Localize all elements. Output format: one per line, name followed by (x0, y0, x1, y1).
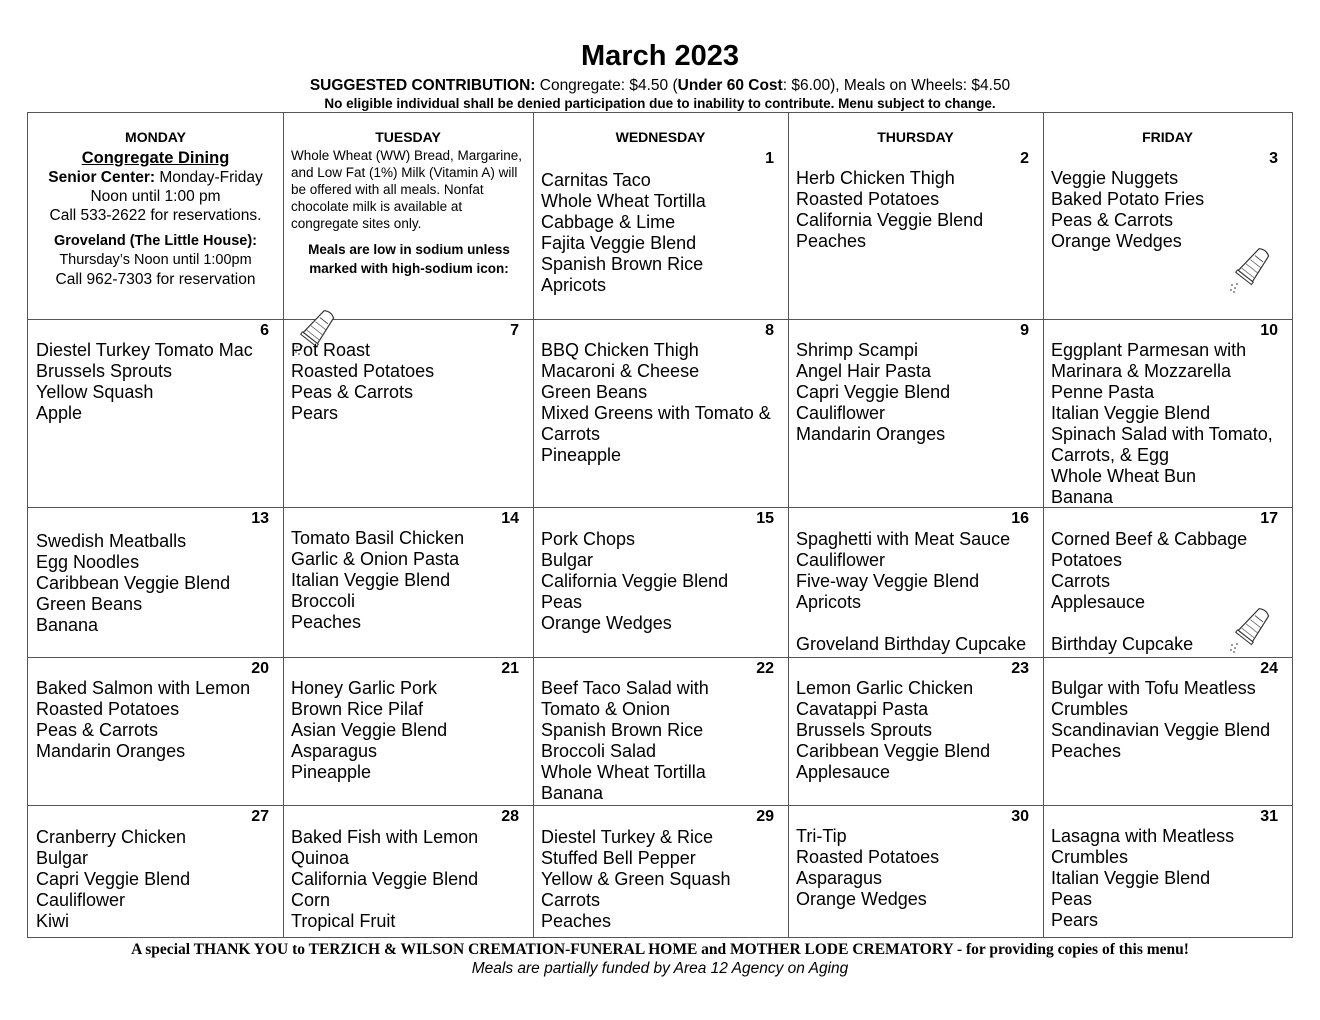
day-cell (533, 319, 788, 507)
menu-item: Quinoa (291, 848, 350, 868)
menu-item: Green Beans (36, 594, 143, 614)
menu-item: Brown Rice Pilaf (291, 699, 424, 719)
menu-item: Italian Veggie Blend (291, 570, 451, 590)
weekday-header: WEDNESDAY (615, 129, 706, 145)
senior-center-phone: Call 533-2622 for reservations. (49, 207, 262, 224)
senior-center-hours: Noon until 1:00 pm (90, 188, 221, 205)
menu-item: Baked Salmon with Lemon (36, 678, 251, 698)
menu-list (796, 826, 1039, 910)
menu-list (1051, 678, 1288, 762)
menu-item: Asparagus (796, 868, 883, 888)
menu-item: Cabbage & Lime (541, 212, 676, 232)
menu-list (291, 678, 529, 783)
menu-item: Peas (1051, 889, 1093, 909)
menu-list (36, 827, 279, 932)
day-number: 3 (1269, 150, 1278, 167)
day-number: 30 (1011, 808, 1029, 825)
day-cell (28, 319, 283, 507)
day-cell (1043, 507, 1292, 657)
menu-item: Bulgar with Tofu Meatless (1051, 678, 1256, 698)
menu-item: Whole Wheat Tortilla (541, 191, 706, 211)
menu-item: Peas & Carrots (291, 382, 414, 402)
menu-item: Capri Veggie Blend (36, 869, 191, 889)
menu-item: Cavatappi Pasta (796, 699, 929, 719)
menu-item: Bulgar (36, 848, 89, 868)
day-number: 14 (501, 510, 519, 527)
menu-item: Asparagus (291, 741, 378, 761)
menu-item: Egg Noodles (36, 552, 140, 572)
day-number: 8 (765, 322, 774, 339)
menu-item: Banana (1051, 487, 1114, 507)
day-number: 17 (1260, 510, 1278, 527)
funding-note: Meals are partially funded by Area 12 Agency on Aging (471, 960, 849, 977)
salt-shaker-icon (1228, 605, 1272, 653)
menu-item: Carrots, & Egg (1051, 445, 1170, 465)
menu-item: Yellow Squash (36, 382, 154, 402)
day-cell (283, 657, 533, 805)
day-cell (1043, 319, 1292, 507)
menu-item: Roasted Potatoes (36, 699, 180, 719)
menu-item: Lemon Garlic Chicken (796, 678, 974, 698)
menu-item: Tropical Fruit (291, 911, 396, 931)
menu-item: Peaches (541, 911, 612, 931)
menu-item: Baked Potato Fries (1051, 189, 1205, 209)
sodium-note: Meals are low in sodium unless marked with high-sodium icon: (308, 242, 510, 276)
menu-item: Applesauce (796, 762, 891, 782)
suggested-contribution: SUGGESTED CONTRIBUTION: Congregate: $4.50 (Under 60 Cost: $6.00), Meals on Wheels: $4.50 (309, 77, 1011, 94)
meal-info (283, 147, 533, 319)
salt-shaker-icon (1228, 245, 1272, 293)
thank-you-note: A special THANK YOU to TERZICH & WILSON CREMATION-FUNERAL HOME and MOTHER LODE CREMATORY - for providing copies of this menu! (131, 941, 1189, 958)
menu-item: Peaches (796, 231, 867, 251)
weekday-header: MONDAY (125, 129, 186, 145)
menu-item: Capri Veggie Blend (796, 382, 951, 402)
weekday-header: TUESDAY (375, 129, 441, 145)
day-number: 29 (756, 808, 774, 825)
menu-item: Angel Hair Pasta (796, 361, 932, 381)
day-number: 20 (251, 660, 269, 677)
menu-list (291, 528, 529, 633)
day-cell (1043, 657, 1292, 805)
day-cell (533, 657, 788, 805)
menu-item: Spanish Brown Rice (541, 254, 704, 274)
menu-item: Macaroni & Cheese (541, 361, 700, 381)
eligibility-notice: No eligible individual shall be denied participation due to inability to contribute. Menu subject to change. (324, 96, 996, 111)
menu-item: Pineapple (541, 445, 622, 465)
menu-item: Carrots (1051, 571, 1111, 591)
menu-item: Mandarin Oranges (36, 741, 186, 761)
day-number: 2 (1020, 150, 1029, 167)
day-number: 9 (1020, 322, 1029, 339)
menu-item: Diestel Turkey & Rice (541, 827, 714, 847)
menu-list (1051, 826, 1288, 931)
weekday-header: FRIDAY (1142, 129, 1193, 145)
menu-item: Peas (541, 592, 583, 612)
groveland-hours: Thursday’s Noon until 1:00pm (59, 252, 252, 268)
menu-item: Apricots (541, 275, 607, 295)
menu-item: Garlic & Onion Pasta (291, 549, 460, 569)
menu-list (1051, 340, 1288, 508)
menu-item: Corned Beef & Cabbage (1051, 529, 1248, 549)
menu-item: BBQ Chicken Thigh (541, 340, 699, 360)
menu-item: Whole Wheat Tortilla (541, 762, 706, 782)
menu-item: Veggie Nuggets (1051, 168, 1179, 188)
menu-calendar (27, 112, 1293, 938)
groveland-name: Groveland (The Little House): (53, 233, 257, 249)
menu-item: Carrots (541, 890, 601, 910)
menu-list (541, 529, 784, 634)
menu-item: Herb Chicken Thigh (796, 168, 955, 188)
menu-item: Crumbles (1051, 699, 1129, 719)
menu-item: Tomato & Onion (541, 699, 671, 719)
menu-item: Yellow & Green Squash (541, 869, 731, 889)
day-number: 24 (1260, 660, 1278, 677)
menu-item: Penne Pasta (1051, 382, 1155, 402)
menu-item: Italian Veggie Blend (1051, 868, 1211, 888)
day-cell (28, 657, 283, 805)
menu-list (796, 529, 1039, 655)
menu-item: Cauliflower (36, 890, 126, 910)
menu-item: Pears (291, 403, 339, 423)
menu-item: Whole Wheat Bun (1051, 466, 1197, 486)
menu-item: Apple (36, 403, 83, 423)
menu-item: Fajita Veggie Blend (541, 233, 697, 253)
groveland-phone: Call 962-7303 for reservation (55, 271, 256, 288)
menu-item: Spanish Brown Rice (541, 720, 704, 740)
menu-item (796, 613, 1039, 634)
menu-item: Five-way Veggie Blend (796, 571, 980, 591)
menu-item: Potatoes (1051, 550, 1123, 570)
menu-item: Kiwi (36, 911, 70, 931)
menu-item: Green Beans (541, 382, 648, 402)
menu-item: Eggplant Parmesan with (1051, 340, 1247, 360)
menu-item: Groveland Birthday Cupcake (796, 634, 1027, 654)
day-cell (1043, 147, 1292, 319)
menu-list (291, 340, 529, 424)
menu-list (541, 678, 784, 804)
day-cell (788, 507, 1043, 657)
menu-item: Diestel Turkey Tomato Mac (36, 340, 253, 360)
menu-item: California Veggie Blend (796, 210, 984, 230)
menu-item: Crumbles (1051, 847, 1129, 867)
day-number: 7 (510, 322, 519, 339)
day-cell (788, 319, 1043, 507)
menu-item: Mandarin Oranges (796, 424, 946, 444)
menu-item: Orange Wedges (796, 889, 927, 909)
day-cell (533, 147, 788, 319)
menu-item: Pork Chops (541, 529, 636, 549)
menu-list (36, 531, 279, 636)
menu-list (796, 168, 1039, 252)
menu-item: Roasted Potatoes (796, 847, 940, 867)
menu-item: Peas & Carrots (36, 720, 159, 740)
menu-item: Apricots (796, 592, 862, 612)
day-cell (28, 507, 283, 657)
menu-item: Spinach Salad with Tomato, (1051, 424, 1273, 444)
menu-item: Tomato Basil Chicken (291, 528, 465, 548)
day-cell (1043, 805, 1292, 937)
menu-item: Italian Veggie Blend (1051, 403, 1211, 423)
menu-item: Caribbean Veggie Blend (36, 573, 231, 593)
menu-item: Scandinavian Veggie Blend (1051, 720, 1271, 740)
day-cell (788, 805, 1043, 937)
menu-list (541, 340, 784, 466)
menu-item: Roasted Potatoes (796, 189, 940, 209)
day-cell (788, 657, 1043, 805)
milk-bread-note: Whole Wheat (WW) Bread, Margarine, and Low Fat (1%) Milk (Vitamin A) will be offered with all meals. Nonfat chocolate milk is available at congregate sites only. (291, 148, 523, 231)
senior-center-days: Senior Center: Monday-Friday (48, 169, 263, 186)
day-number: 31 (1260, 808, 1278, 825)
menu-item: Peas & Carrots (1051, 210, 1174, 230)
day-number: 13 (251, 510, 269, 527)
menu-list (36, 678, 279, 762)
day-number: 27 (251, 808, 269, 825)
day-number: 15 (756, 510, 774, 527)
day-number: 21 (501, 660, 519, 677)
menu-item: Caribbean Veggie Blend (796, 741, 991, 761)
menu-item: Orange Wedges (541, 613, 672, 633)
menu-item: Marinara & Mozzarella (1051, 361, 1232, 381)
menu-item: California Veggie Blend (291, 869, 479, 889)
day-cell (533, 507, 788, 657)
menu-item: Birthday Cupcake (1051, 634, 1194, 654)
page-title: March 2023 (581, 40, 739, 72)
menu-item: Mixed Greens with Tomato & (541, 403, 771, 423)
menu-item: Pineapple (291, 762, 372, 782)
menu-item: Lasagna with Meatless (1051, 826, 1235, 846)
menu-list (796, 678, 1039, 783)
menu-list (796, 340, 1039, 445)
menu-item: Cauliflower (796, 403, 886, 423)
menu-item: Cranberry Chicken (36, 827, 187, 847)
day-number: 23 (1011, 660, 1029, 677)
menu-list (36, 340, 279, 424)
day-cell (283, 319, 533, 507)
day-number: 6 (260, 322, 269, 339)
menu-item: Cauliflower (796, 550, 886, 570)
menu-list (541, 170, 784, 296)
menu-item: Carnitas Taco (541, 170, 651, 190)
congregate-dining-info (28, 147, 283, 319)
menu-item: Brussels Sprouts (796, 720, 933, 740)
menu-item: Spaghetti with Meat Sauce (796, 529, 1011, 549)
menu-item: Swedish Meatballs (36, 531, 187, 551)
weekday-header: THURSDAY (877, 129, 954, 145)
menu-item: Stuffed Bell Pepper (541, 848, 696, 868)
menu-item: Bulgar (541, 550, 594, 570)
menu-item: Peaches (1051, 741, 1122, 761)
menu-list (291, 827, 529, 932)
menu-item: Banana (541, 783, 604, 803)
day-number: 1 (765, 150, 774, 167)
day-number: 28 (501, 808, 519, 825)
menu-item: Roasted Potatoes (291, 361, 435, 381)
menu-item: Asian Veggie Blend (291, 720, 448, 740)
menu-item: Orange Wedges (1051, 231, 1182, 251)
menu-item: Brussels Sprouts (36, 361, 173, 381)
day-cell (283, 507, 533, 657)
menu-item: Broccoli (291, 591, 356, 611)
day-cell (283, 805, 533, 937)
menu-item: Honey Garlic Pork (291, 678, 438, 698)
menu-item: California Veggie Blend (541, 571, 729, 591)
day-cell (788, 147, 1043, 319)
menu-item: Corn (291, 890, 331, 910)
menu-list (541, 827, 784, 932)
day-number: 22 (756, 660, 774, 677)
menu-item: Broccoli Salad (541, 741, 657, 761)
congregate-heading: Congregate Dining (81, 149, 230, 167)
menu-item: Applesauce (1051, 592, 1146, 612)
menu-item: Tri-Tip (796, 826, 847, 846)
menu-item: Shrimp Scampi (796, 340, 919, 360)
menu-item: Beef Taco Salad with (541, 678, 709, 698)
menu-item: Baked Fish with Lemon (291, 827, 479, 847)
day-number: 16 (1011, 510, 1029, 527)
menu-item: Banana (36, 615, 99, 635)
day-cell (533, 805, 788, 937)
menu-list (1051, 168, 1288, 252)
menu-item: Pears (1051, 910, 1099, 930)
menu-item: Peaches (291, 612, 362, 632)
day-cell (28, 805, 283, 937)
day-number: 10 (1260, 322, 1278, 339)
menu-item: Pot Roast (291, 340, 371, 360)
menu-item: Carrots (541, 424, 601, 444)
